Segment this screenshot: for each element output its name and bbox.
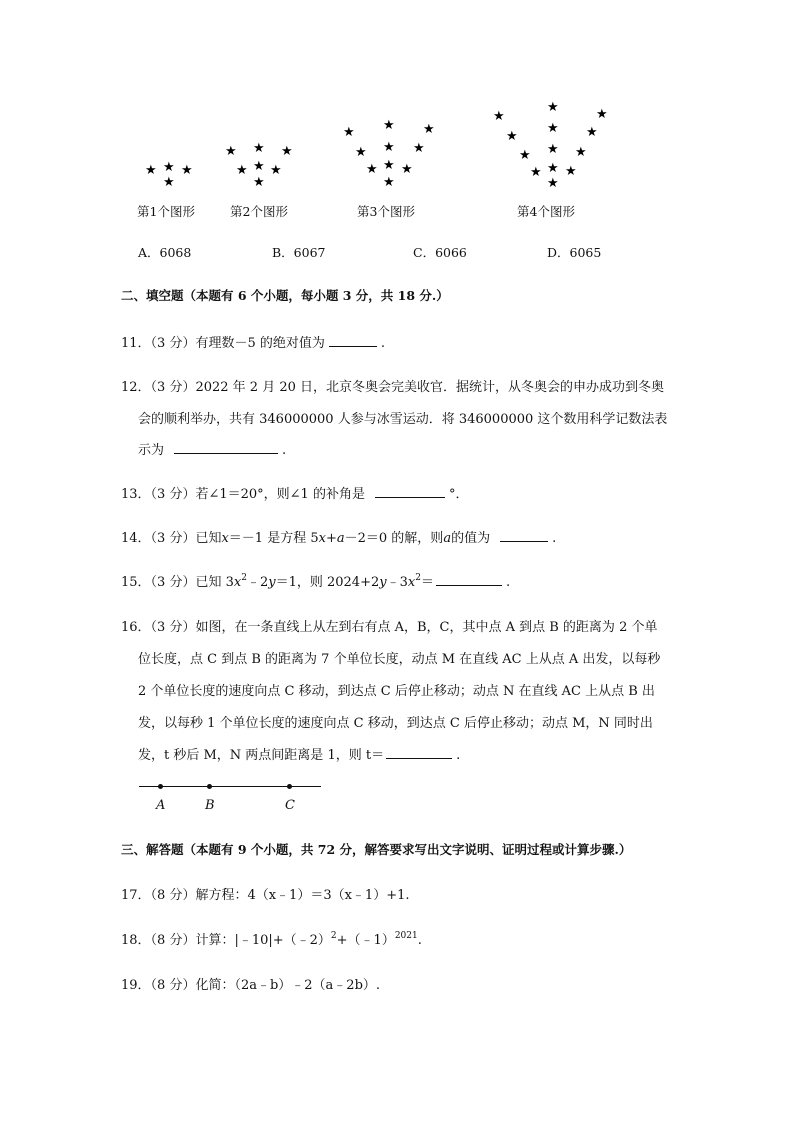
star-icon: ★ xyxy=(586,125,598,140)
variable-x: x xyxy=(233,575,242,590)
question-text: +（﹣1） xyxy=(336,933,395,948)
star-icon: ★ xyxy=(163,160,175,175)
question-text: ﹣2 xyxy=(246,575,269,590)
question-17: 17．（8 分）解方程：4（x﹣1）＝3（x﹣1）+1. xyxy=(121,888,410,903)
figure-caption-2: 第2个图形 xyxy=(230,204,288,219)
star-icon: ★ xyxy=(343,125,355,140)
number-line xyxy=(139,786,321,787)
star-icon: ★ xyxy=(383,140,395,155)
star-icon: ★ xyxy=(493,109,505,124)
question-suffix: °． xyxy=(448,487,469,502)
section-3-title: 三、解答题（本题有 9 个小题，共 72 分，解答要求写出文字说明、证明过程或计算步骤.） xyxy=(121,842,632,857)
variable-x: x xyxy=(318,531,326,546)
point-c-label: C xyxy=(285,798,295,813)
star-icon: ★ xyxy=(547,100,559,115)
answer-blank[interactable] xyxy=(500,529,548,542)
variable-a: a xyxy=(443,531,452,546)
question-18 xyxy=(121,929,422,948)
exponent: 2 xyxy=(415,573,421,583)
question-text: 发，t 秒后 M，N 两点间距离是 1，则 t＝ xyxy=(138,748,385,763)
star-icon: ★ xyxy=(366,162,378,177)
star-icon: ★ xyxy=(253,175,265,190)
star-icon: ★ xyxy=(565,164,577,179)
variable-x: x xyxy=(221,531,229,546)
figure-caption-4: 第4个图形 xyxy=(517,204,575,219)
star-icon: ★ xyxy=(547,176,559,191)
star-icon: ★ xyxy=(413,141,425,156)
question-text: + xyxy=(325,531,337,546)
star-icon: ★ xyxy=(145,163,157,178)
star-icon: ★ xyxy=(575,145,587,160)
star-icon: ★ xyxy=(163,175,175,190)
star-icon: ★ xyxy=(383,158,395,173)
variable-y: y xyxy=(268,575,276,590)
exponent: 2 xyxy=(330,931,337,941)
star-icon: ★ xyxy=(253,159,265,174)
option-c: C．6066 xyxy=(413,245,467,260)
question-suffix: . xyxy=(505,575,511,590)
exponent: 2021 xyxy=(394,931,418,941)
question-suffix: . xyxy=(552,531,557,546)
star-icon: ★ xyxy=(596,107,608,122)
question-12-line-2: 会的顺利举办，共有 346000000 人参与冰雪运动．将 346000000 这个数用科学记数法表 xyxy=(138,412,668,427)
question-text: 15．（3 分）已知 3 xyxy=(121,575,234,590)
question-12-line-1: 12．（3 分）2022 年 2 月 20 日，北京冬奥会完美收官．据统计，从冬奥会的申办成功到冬奥 xyxy=(121,380,665,395)
question-16-line-1: 16．（3 分）如图，在一条直线上从左到右有点 A，B，C，其中点 A 到点 B 的距离为 2 个单 xyxy=(121,620,658,635)
star-icon: ★ xyxy=(547,161,559,176)
question-text: 14．（3 分）已知 xyxy=(121,531,222,546)
star-icon: ★ xyxy=(236,163,248,178)
answer-blank[interactable] xyxy=(329,334,377,347)
star-icon: ★ xyxy=(355,145,367,160)
star-icon: ★ xyxy=(281,144,293,159)
figure-caption-1: 第1个图形 xyxy=(137,204,195,219)
point-a-label: A xyxy=(156,798,166,813)
point-a-dot xyxy=(158,784,163,789)
question-13 xyxy=(121,483,468,502)
star-icon: ★ xyxy=(225,144,237,159)
exponent: 2 xyxy=(241,573,247,583)
answer-blank[interactable] xyxy=(174,441,278,454)
question-text: . xyxy=(417,933,422,948)
section-2-title: 二、填空题（本题有 6 个小题，每小题 3 分，共 18 分.） xyxy=(121,288,449,303)
answer-blank[interactable] xyxy=(375,485,445,498)
question-text: 11．（3 分）有理数－5 的绝对值为 xyxy=(121,336,325,351)
star-icon: ★ xyxy=(423,122,435,137)
question-text: －2＝0 的解，则 xyxy=(344,531,444,546)
star-icon: ★ xyxy=(530,165,542,180)
star-icon: ★ xyxy=(383,118,395,133)
star-icon: ★ xyxy=(383,175,395,190)
star-icon: ★ xyxy=(547,142,559,157)
variable-x: x xyxy=(407,575,416,590)
question-text: ＝1，则 2024+2 xyxy=(275,575,380,590)
option-d: D．6065 xyxy=(547,245,602,260)
point-b-dot xyxy=(207,784,212,789)
point-c-dot xyxy=(287,784,292,789)
question-15 xyxy=(121,571,510,590)
question-text: ＝ xyxy=(420,575,434,590)
figure-caption-3: 第3个图形 xyxy=(357,204,415,219)
question-14 xyxy=(121,527,556,546)
question-12-line-3 xyxy=(138,439,286,458)
question-text: ﹣3 xyxy=(386,575,408,590)
answer-blank[interactable] xyxy=(436,573,502,586)
star-icon: ★ xyxy=(547,121,559,136)
star-icon: ★ xyxy=(253,141,265,156)
question-16-line-2: 位长度，点 C 到点 B 的距离为 7 个单位长度，动点 M 在直线 AC 上从点 A 出发，以每秒 xyxy=(138,652,661,667)
question-16-line-3: 2 个单位长度的速度向点 C 移动，到达点 C 后停止移动；动点 N 在直线 AC 上从点 B 出 xyxy=(138,684,655,699)
question-text: 示为 xyxy=(138,443,165,458)
option-a: A．6068 xyxy=(138,245,192,260)
question-suffix: . xyxy=(380,336,385,351)
question-16-line-4: 发，以每秒 1 个单位长度的速度向点 C 移动，到达点 C 后停止移动；动点 M，N 同时出 xyxy=(138,716,653,731)
question-11 xyxy=(121,332,385,351)
question-16-line-5 xyxy=(138,744,460,763)
star-icon: ★ xyxy=(401,162,413,177)
question-text: 的值为 xyxy=(451,531,491,546)
variable-a: a xyxy=(336,531,345,546)
option-b: B．6067 xyxy=(272,245,326,260)
star-icon: ★ xyxy=(506,129,518,144)
question-text: ＝－1 是方程 5 xyxy=(228,531,319,546)
star-icon: ★ xyxy=(519,148,531,163)
point-b-label: B xyxy=(205,798,215,813)
question-text: 13．（3 分）若∠1＝20°，则∠1 的补角是 xyxy=(121,487,365,502)
question-suffix: . xyxy=(282,443,287,458)
question-text: 18．（8 分）计算：|﹣10|+（﹣2） xyxy=(121,933,331,948)
star-icon: ★ xyxy=(270,163,282,178)
star-icon: ★ xyxy=(181,163,193,178)
question-suffix: . xyxy=(456,748,461,763)
variable-y: y xyxy=(379,575,387,590)
question-19: 19．（8 分）化简：（2a﹣b）﹣2（a﹣2b）. xyxy=(121,978,381,993)
answer-blank[interactable] xyxy=(386,746,452,759)
